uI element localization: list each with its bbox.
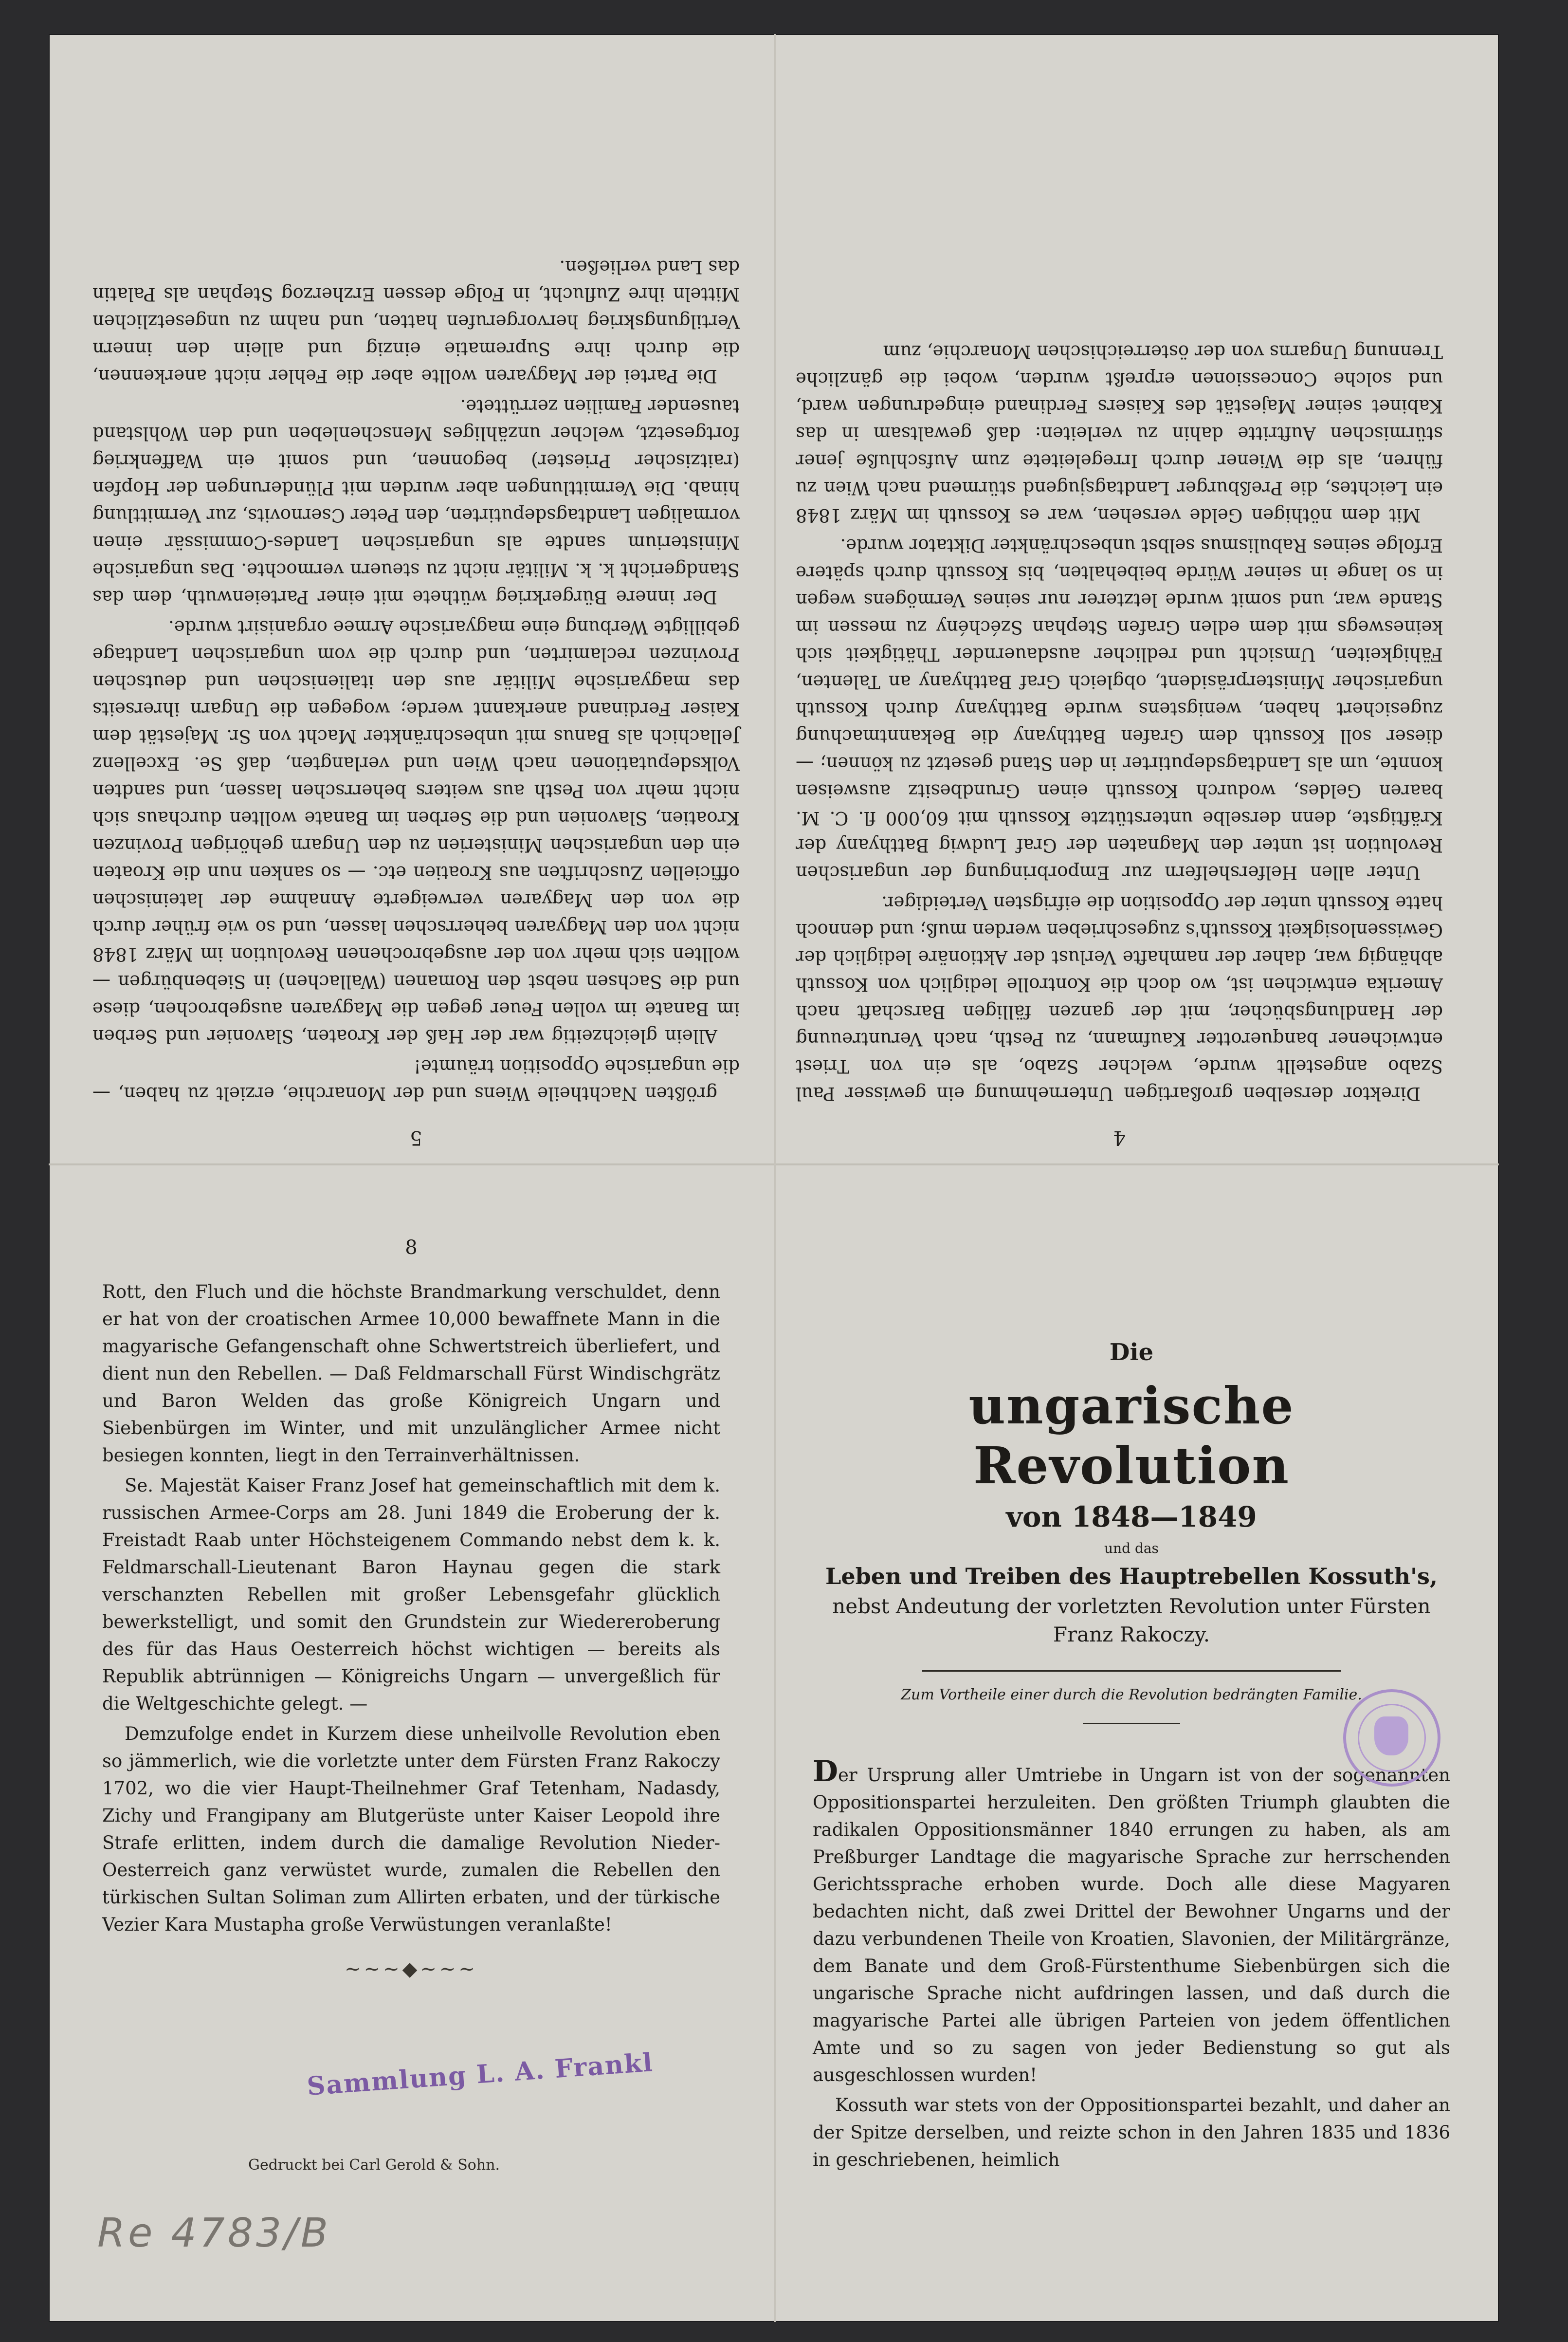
subtitle-continued: nebst Andeutung der vorletzten Revolution unter Fürsten Franz Rakoczy. <box>832 1594 1431 1646</box>
ornament-divider: ~~~◆~~~ <box>345 1958 478 1980</box>
paragraph: Unter allen Helfershelfern zur Emporbringung der ungarischen Revolution ist unter den Magnaten der Graf Ludwig Batthyany der Kräftigste, denn derselbe unterstützte Kossuth mit 60,000 fl. C. M. baaren Geldes, wodurch Kossuth einen Grundbesitz ausweisen konnte, um als Landtagsdeputirter in den Stand gesetzt zu können; — dieser soll Kossuth dem Grafen Batthyany die Bekanntmachung zugesichert haben, wenigstens wurde Batthyany durch Kossuth ungarischer Ministerpräsident, obgleich Graf Batthyany an Talenten, Fähigkeiten, Umsicht und redlicher ausdauernder Thätigkeit sich keineswegs mit dem edlen Grafen Stephan Széchény zu messen im Stande war, und somit wurde letzterer nur seines Vermögens wegen in so lange in seiner Würde beibehalten, bis Kossuth durch spätere Erfolge seines Rabulismus selbst unbeschränkter Diktator wurde. <box>796 535 1443 883</box>
paragraph: größten Nachtheile Wiens und der Monarchie, erzielt zu haben, — die ungarische Opposition träumte! <box>92 1056 740 1104</box>
title-page-text <box>813 1754 1450 2174</box>
paragraph: Demzufolge endet in Kurzem diese unheilvolle Revolution eben so jämmerlich, wie die vorletzte unter dem Fürsten Franz Rakoczy 1702, wo die vier Haupt-Theilnehmer Graf Tetenham, Nadasdy, Zichy und Frangipany am Blutgerüste unter Kaiser Leopold ihre Strafe erlitten, indem durch die damalige Revolution Nieder-Oesterreich ganz verwüstet wurde, zumalen die Rebellen den türkischen Sultan Soliman zum Allirten erbaten, und der türkische Vezier Kara Mustapha große Verwüstungen veranlaßte! <box>102 1723 720 1935</box>
library-stamp-icon <box>1343 1689 1440 1787</box>
title-page <box>813 1236 1450 2283</box>
pencil-shelfmark: Re 4783/B <box>97 2210 331 2256</box>
paragraph-text: er Ursprung aller Umtriebe in Ungarn ist von der sogenannten Oppositionspartei herzuleiten. Den größten Triumph glaubten die radikalen Oppositionsmänner 1840 errungen zu haben, als am Preßburger Landtage die magyarische Sprache zur herrschenden Gerichtssprache erhoben wurde. Doch alle diese Magyaren bedachten nicht, daß zwei Drittel der Bewohner Ungarns und der dazu verbundenen Theile von Kroatien, Slavonien, der Militärgränze, dem Banate und dem Groß-Fürstenthume Siebenbürgen sich die ungarische Sprache nicht aufdringen lassen, und daß durch die magyarische Partei alle übrigen Parteien von jedem öffentlichen Amte und so zu sagen von jeder Bedienstung so gut als ausgeschlossen wurden! <box>813 1765 1450 2085</box>
main-title: ungarische Revolution <box>968 1376 1295 1495</box>
short-rule <box>1083 1723 1180 1724</box>
vertical-fold <box>774 34 776 2322</box>
printer-imprint: Gedruckt bei Carl Gerold & Sohn. <box>248 2157 500 2174</box>
page-number: 5 <box>410 1126 422 1149</box>
collection-stamp: Sammlung L. A. Frankl <box>306 2047 655 2102</box>
title-rule <box>922 1670 1341 1672</box>
paragraph: Die Partei der Magyaren wollte aber die Fehler nicht anerkennen, die durch ihre Suprematie einzig und allein den innern Vertilgungskrieg hervorgerufen hatten, und nahm zu ungesetzlichen Mitteln ihre Zuflucht, in Folge dessen Erzherzog Stephan als Palatin das Land verließen. <box>92 257 740 387</box>
paragraph: Allein gleichzeitig war der Haß der Kroaten, Slavonier und Serben im Banate im vollen Feuer gegen die Magyaren ausgebrochen, diese und die Sachsen nebst den Romanen (Wallachen) in Siebenbürgen — wollten sich mehr von der ausgebrochenen Revolution im März 1848 nicht von den Magyaren beherrschen lassen, und so wie früher durch die von den Magyaren verweigerte Annahme der lateinischen officiellen Zuschriften aus Kroatien etc. — so sanken nun die Kroaten ein den ungarischen Ministerien zu den Ungarn gehörigen Provinzen Kroatien, Slavonien und die Serben im Banate wollten durchaus sich nicht mehr von Pesth aus weiters beherrschen lassen, und sandten Volksdeputationen nach Wien und verlangten, daß Se. Excellenz Jellachich als Banus mit unbeschränkter Macht von Sr. Majestät dem Kaiser Ferdinand anerkannt werde; wogegen die Ungarn ihrerseits das magyarische Militär aus den italienischen und deutschen Provinzen reclamirten, und durch die vom ungarischen Landtage gebilligte Werbung eine magyarische Armee organisirt wurde. <box>92 617 740 1047</box>
drop-initial: D <box>813 1754 839 1789</box>
paragraph: Mit dem nöthigen Gelde versehen, war es Kossuth im März 1848 ein Leichtes, die Preßburger Landtagsjugend stürmend nach Wien zu führen, als die Wiener durch Irregeleitete zum Aufschluße jener stürmischen Auftritte dahin zu verleiten: daß gewaltsam in das Kabinet seiner Majestät des Kaisers Ferdinand eingedrungen ward, und solche Concessionen erpreßt wurden, wobei die gänzliche Trennung Ungarns von der österreichischen Monarchie, zum <box>796 341 1443 526</box>
subtitle: Leben und Treiben des Hauptrebellen Kossuth's, <box>825 1563 1438 1589</box>
paragraph: Rott, den Fluch und die höchste Brandmarkung verschuldet, denn er hat von der croatischen Armee 10,000 bewaffnete Mann in die magyarische Gefangenschaft ohne Schwertstreich überliefert, und dient nun den Rebellen. — Daß Feldmarschall Fürst Windischgrätz und Baron Welden das große Königreich Ungarn und Siebenbürgen im Winter, und mit unzulänglicher Armee nicht besiegen konnten, liegt in den Terrainverhältnissen. <box>102 1281 720 1466</box>
page-8-text <box>102 1278 720 1938</box>
title-und-das: und das <box>1104 1540 1159 1556</box>
page-number: 8 <box>405 1236 418 1259</box>
title-die: Die <box>1109 1339 1154 1366</box>
page-4-text <box>796 338 1443 1107</box>
page-4-upside-down <box>796 107 1443 1149</box>
title-years: von 1848—1849 <box>1006 1500 1257 1533</box>
paragraph: Direktor derselben großartigen Unternehmung ein gewisser Paul Szabo angestellt wurde, welcher Szabo, als ein von Triest entwichener banquerotter Kaufmann, zu Pesth, nach Veruntreuung der Handlungsbücher, mit der ganzen fälligen Barschaft nach Amerika entwichen ist, wo doch die Kontrolle lediglich von Kossuth abhängig war, daher der namhafte Verlust der Aktionäre lediglich der Gewissenlosigkeit Kossuth's zugeschrieben werden muß; und dennoch hatte Kossuth unter der Opposition die eifrigsten Verteidiger. <box>796 892 1443 1104</box>
page-5-text <box>92 253 740 1107</box>
paragraph-first <box>813 1754 1450 2089</box>
eagle-emblem-icon <box>1374 1716 1408 1755</box>
page-8 <box>97 1236 720 2283</box>
page-number: 4 <box>1113 1126 1126 1149</box>
dedication-note: Zum Vortheile einer durch die Revolution bedrängten Familie. <box>901 1686 1362 1703</box>
paragraph: Kossuth war stets von der Oppositionspartei bezahlt, und daher an der Spitze derselben, und reizte schon in den Jahren 1835 und 1836 in geschriebenen, heimlich <box>813 2095 1450 2170</box>
document-sheet <box>49 34 1499 2322</box>
paragraph: Se. Majestät Kaiser Franz Josef hat gemeinschaftlich mit dem k. russischen Armee-Corps am 28. Juni 1849 die Eroberung der k. Freistadt Raab unter Höchsteigenem Commando nebst dem k. k. Feldmarschall-Lieutenant Baron Haynau gegen die stark verschanzten Rebellen mit großer Lebensgefahr glücklich bewerkstelligt, und somit den Grundstein zur Wiedereroberung des für das Haus Oesterreich höchst wichtigen — bereits als Republik abtrünnigen — Königreichs Ungarn — unvergeßlich für die Weltgeschichte gelegt. — <box>102 1475 720 1714</box>
page-5-upside-down <box>92 107 740 1149</box>
paragraph: Der innere Bürgerkrieg wüthete mit einer Parteienwuth, dem das Standgericht k. k. Militär nicht zu steuern vermochte. Das ungarische Ministerium sandte als ungarischen Landes-Commissär einen vormaligen Landtagsdeputirten, den Peter Csernovits, zur Vermittlung hinab. Die Vermittlungen aber wurden mit Plünderungen der Hopfen (raitzischer Priester) begonnen, und somit ein Waffenkrieg fortgesetzt, welcher unzähliges Menschenleben und den Wohlstand tausender Familien zerrüttete. <box>92 396 740 608</box>
